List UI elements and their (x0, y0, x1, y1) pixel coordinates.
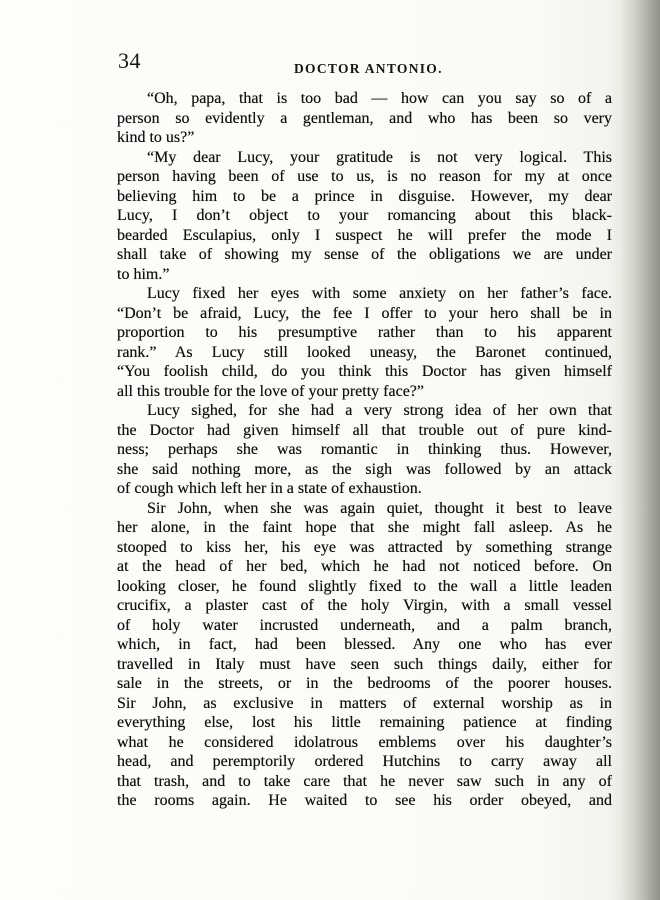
text-line: Sir John, as exclusive in matters of external worship as in (117, 694, 612, 712)
running-title: DOCTOR ANTONIO. (294, 61, 443, 76)
text-line: shall take of showing my sense of the obligations we are under (117, 246, 612, 263)
text-line: kind to us?” (117, 129, 195, 146)
body-text (117, 89, 612, 811)
text-line: crucifix, a plaster cast of the holy Virgin, with a small vessel (117, 597, 612, 614)
paragraph (117, 89, 612, 148)
text-line: that trash, and to take care that he never saw such in any of (117, 772, 612, 790)
page-gutter-shadow (620, 0, 660, 900)
text-line: her alone, in the faint hope that she might fall asleep. As he (117, 519, 612, 536)
text-line: she said nothing more, as the sigh was followed by an attack (117, 460, 612, 478)
paragraph (117, 401, 612, 499)
page-number: 34 (118, 48, 141, 73)
text-line: believing him to be a prince in disguise. However, my dear (117, 187, 612, 205)
text-line: rank.” As Lucy still looked uneasy, the Baronet continued, (117, 343, 612, 361)
text-line: person so evidently a gentleman, and who has been so very (117, 109, 612, 127)
text-line: Lucy, I don’t object to your romancing about this black- (117, 207, 612, 224)
text-line: Lucy fixed her eyes with some anxiety on her father’s face. (147, 285, 612, 302)
text-line: of holy water incrusted underneath, and a palm branch, (117, 616, 612, 634)
text-line: person having been of use to us, is no reason for my at once (117, 168, 612, 185)
text-line: ness; perhaps she was romantic in thinking thus. However, (117, 441, 612, 458)
paragraph (117, 284, 612, 401)
paragraph (117, 499, 612, 811)
text-line: “You foolish child, do you think this Doctor has given himself (117, 363, 612, 380)
text-line: head, and peremptorily ordered Hutchins to carry away all (117, 753, 612, 770)
text-line: to him.” (117, 265, 170, 283)
text-line: looking closer, he found slightly fixed to the wall a little leaden (117, 577, 612, 595)
text-line: what he considered idolatrous emblems over his daughter’s (117, 733, 612, 751)
text-line: everything else, lost his little remaining patience at finding (117, 714, 612, 731)
text-line: of cough which left her in a state of exhaustion. (117, 480, 422, 497)
text-line: “Oh, papa, that is too bad — how can you say so of a (147, 90, 612, 107)
text-line: the Doctor had given himself all that trouble out of pure kind- (117, 421, 612, 439)
text-line: bearded Esculapius, only I suspect he will prefer the mode I (117, 226, 612, 244)
text-line: proportion to his presumptive rather than to his apparent (117, 324, 612, 341)
text-line: Lucy sighed, for she had a very strong idea of her own that (147, 402, 612, 419)
text-line: all this trouble for the love of your pretty face?” (117, 382, 424, 400)
text-line: Sir John, when she was again quiet, thought it best to leave (147, 499, 612, 517)
paragraph (117, 148, 612, 285)
text-line: which, in fact, had been blessed. Any one who has ever (117, 636, 612, 653)
text-line: sale in the streets, or in the bedrooms of the poorer houses. (117, 675, 612, 692)
text-line: “Don’t be afraid, Lucy, the fee I offer to your hero shall be in (117, 304, 612, 322)
text-line: at the head of her bed, which he had not noticed before. On (117, 558, 612, 575)
text-line: “My dear Lucy, your gratitude is not very logical. This (147, 148, 612, 166)
text-line: travelled in Italy must have seen such things daily, either for (117, 655, 612, 673)
text-line: stooped to kiss her, his eye was attracted by something strange (117, 538, 612, 556)
text-line: the rooms again. He waited to see his order obeyed, and (117, 792, 612, 809)
